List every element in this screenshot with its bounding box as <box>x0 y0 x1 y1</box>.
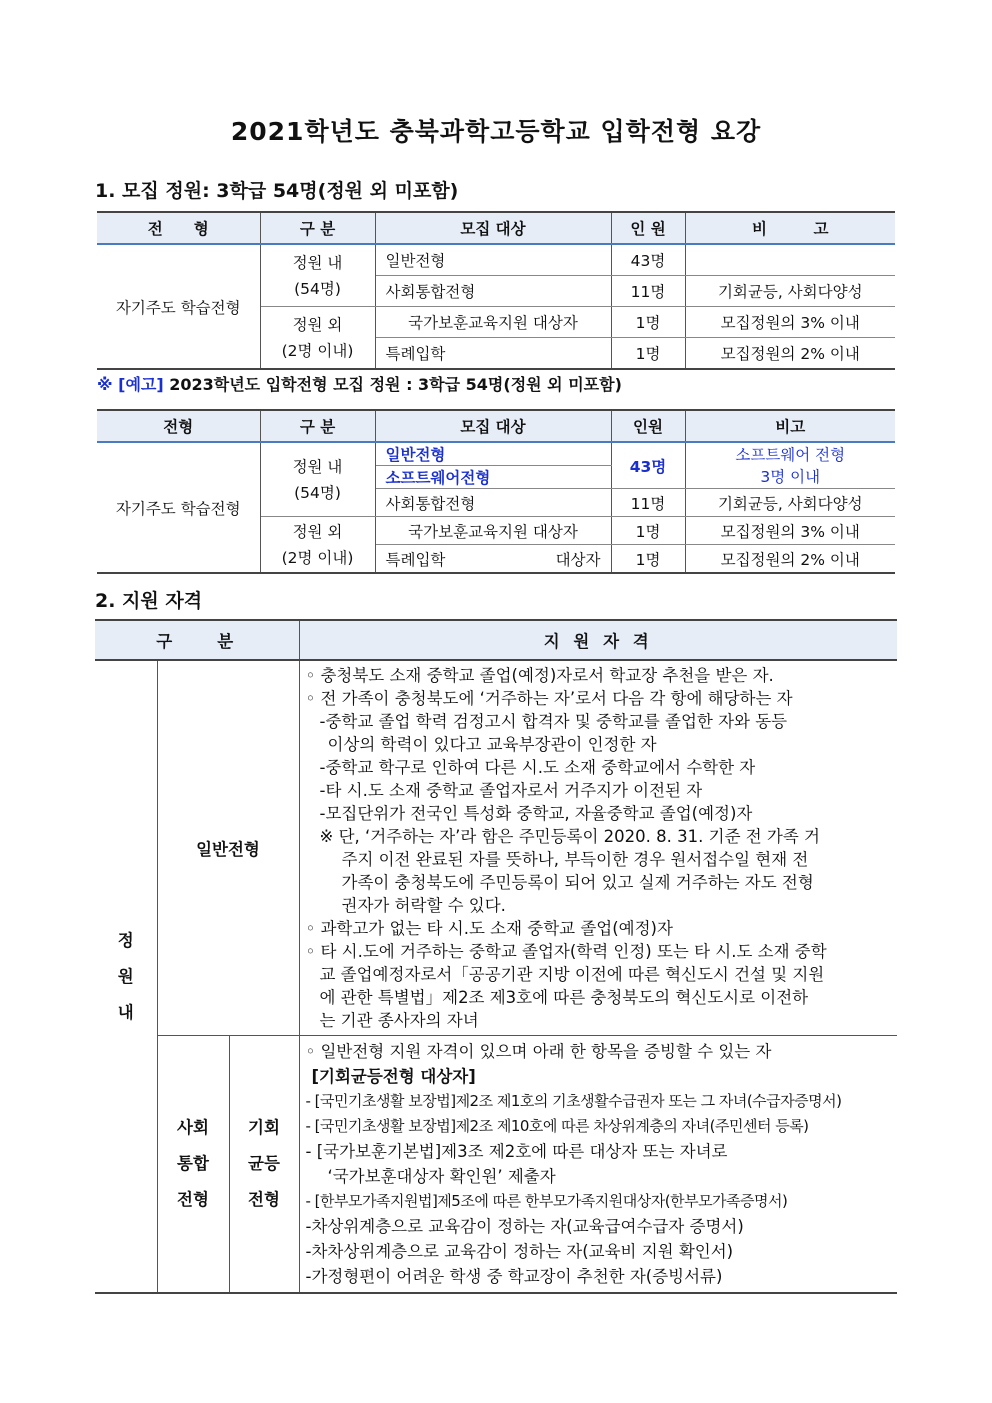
header-target: 모집 대상 <box>375 212 611 244</box>
quota-table-2023 <box>97 409 895 574</box>
note-cell: 모집정원의 3% 이내 <box>685 307 895 338</box>
header-note: 비 고 <box>685 212 895 244</box>
header-category: 구 분 <box>260 212 375 244</box>
target-veteran: 국가보훈교육지원 대상자 <box>375 517 611 545</box>
social-eligibility <box>299 1036 897 1294</box>
group-in-cell: 정원 내 (54명) <box>260 442 375 517</box>
header-category: 구 분 <box>260 410 375 442</box>
target-cell: 일반전형 <box>375 244 611 276</box>
track-cell: 자기주도 학습전형 <box>97 244 260 369</box>
list-item: 이상의 학력이 있다고 교육부장관이 인정한 자 <box>327 735 657 754</box>
count-special: 1명 <box>611 545 685 574</box>
note-general: 소프트웨어 전형 3명 이내 <box>685 442 895 489</box>
target-cell: 국가보훈교육지원 대상자 <box>375 307 611 338</box>
table-row <box>97 442 895 466</box>
note-social: 기회균등, 사회다양성 <box>685 489 895 517</box>
list-item: -차차상위계층으로 교육감이 정하는 자(교육비 지원 확인서) <box>305 1242 734 1261</box>
list-item: -중학교 졸업 학력 검정고시 합격자 및 중학교를 졸업한 자와 동등 <box>319 712 788 731</box>
list-item: ◦ 타 시.도에 거주하는 중학교 졸업자(학력 인정) 또는 타 시.도 소재 중학 <box>305 942 827 961</box>
general-label: 일반전형 <box>157 660 299 1036</box>
group-out-cell: 정원 외 (2명 이내) <box>260 307 375 370</box>
list-item: 에 관한 특별법」제2조 제3호에 따른 충청북도의 혁신도시로 이전하 <box>319 988 809 1007</box>
notice-2023 <box>97 372 622 395</box>
target-cell: 특례입학 <box>375 338 611 370</box>
general-eligibility <box>299 660 897 1036</box>
list-item: - [국가보훈기본법]제3조 제2호에 따른 대상자 또는 자녀로 <box>305 1142 728 1161</box>
table-row <box>95 1036 897 1294</box>
notice-mark: ※ [예고] <box>97 375 164 394</box>
target-special: 특례입학 대상자 <box>375 545 611 574</box>
header-track: 전형 <box>97 410 260 442</box>
note-special: 모집정원의 2% 이내 <box>685 545 895 574</box>
note-cell <box>685 244 895 276</box>
list-item: ◦ 전 가족이 충청북도에 ‘거주하는 자’로서 다음 각 항에 해당하는 자 <box>305 689 793 708</box>
section-1-heading: 1. 모집 정원: 3학급 54명(정원 외 미포함) <box>95 180 459 202</box>
list-item: ◦ 과학고가 없는 타 시.도 소재 중학교 졸업(예정)자 <box>305 919 673 938</box>
list-item: -타 시.도 소재 중학교 졸업자로서 거주지가 이전된 자 <box>319 781 703 800</box>
list-item: 는 기관 종사자의 자녀 <box>319 1011 479 1030</box>
list-item: 가족이 충청북도에 주민등록이 되어 있고 실제 거주하는 자도 전형 <box>341 873 814 892</box>
group-out-cell: 정원 외 (2명 이내) <box>260 517 375 574</box>
note-cell: 모집정원의 2% 이내 <box>685 338 895 370</box>
list-item: ※ 단, ‘거주하는 자’라 함은 주민등록이 2020. 8. 31. 기준 전 가족 거 <box>319 827 820 846</box>
count-cell: 43명 <box>611 244 685 276</box>
list-item: ‘국가보훈대상자 확인원’ 제출자 <box>327 1167 556 1186</box>
notice-text: 2023학년도 입학전형 모집 정원 : 3학급 54명(정원 외 미포함) <box>163 375 622 394</box>
header-eligibility: 지 원 자 격 <box>299 620 897 660</box>
list-item: 권자가 허락할 수 있다. <box>341 896 506 915</box>
quota-table-2021 <box>97 211 895 370</box>
track-cell: 자기주도 학습전형 <box>97 442 260 573</box>
target-cell: 사회통합전형 <box>375 276 611 307</box>
list-item: - [국민기초생활 보장법]제2조 제1호의 기초생활수급권자 또는 그 자녀(수급자증명서) <box>305 1092 842 1110</box>
equal-label: 기회 균등 전형 <box>229 1036 299 1294</box>
target-software: 소프트웨어전형 <box>375 466 611 489</box>
list-item: [기회균등전형 대상자] <box>311 1067 476 1086</box>
eligibility-table <box>95 619 897 1294</box>
list-item: 교 졸업예정자로서「공공기관 지방 이전에 따른 혁신도시 건설 및 지원 <box>319 965 825 984</box>
list-item: -모집단위가 전국인 특성화 중학교, 자율중학교 졸업(예정)자 <box>319 804 753 823</box>
count-general: 43명 <box>611 442 685 489</box>
header-category: 구 분 <box>95 620 299 660</box>
note-cell: 기회균등, 사회다양성 <box>685 276 895 307</box>
target-general: 일반전형 <box>375 442 611 466</box>
count-cell: 1명 <box>611 338 685 370</box>
count-cell: 11명 <box>611 276 685 307</box>
header-count: 인 원 <box>611 212 685 244</box>
note-veteran: 모집정원의 3% 이내 <box>685 517 895 545</box>
list-item: ◦ 충청북도 소재 중학교 졸업(예정)자로서 학교장 추천을 받은 자. <box>305 666 774 685</box>
list-item: 주지 이전 완료된 자를 뜻하나, 부득이한 경우 원서접수일 현재 전 <box>341 850 809 869</box>
table-header-row <box>97 212 895 244</box>
table-header-row <box>97 410 895 442</box>
list-item: ◦ 일반전형 지원 자격이 있으며 아래 한 항목을 증빙할 수 있는 자 <box>305 1042 772 1061</box>
header-count: 인원 <box>611 410 685 442</box>
list-item: -차상위계층으로 교육감이 정하는 자(교육급여수급자 증명서) <box>305 1217 744 1236</box>
table-row <box>97 244 895 276</box>
header-target: 모집 대상 <box>375 410 611 442</box>
header-note: 비고 <box>685 410 895 442</box>
table-row <box>95 660 897 1036</box>
list-item: -중학교 학구로 인하여 다른 시.도 소재 중학교에서 수학한 자 <box>319 758 756 777</box>
list-item: -가정형편이 어려운 학생 중 학교장이 추천한 자(증빙서류) <box>305 1267 723 1286</box>
social-label: 사회 통합 전형 <box>157 1036 229 1294</box>
section-2-heading: 2. 지원 자격 <box>95 590 203 612</box>
group-in-cell: 정원 내 (54명) <box>260 244 375 307</box>
list-item: - [국민기초생활 보장법]제2조 제10호에 따른 차상위계층의 자녀(주민센터 등록) <box>305 1117 809 1135</box>
count-veteran: 1명 <box>611 517 685 545</box>
table-header-row <box>95 620 897 660</box>
quota-label: 정 원 내 <box>95 660 157 1293</box>
target-social: 사회통합전형 <box>375 489 611 517</box>
page-title: 2021학년도 충북과학고등학교 입학전형 요강 <box>230 117 762 146</box>
count-social: 11명 <box>611 489 685 517</box>
list-item: - [한부모가족지원법]제5조에 따른 한부모가족지원대상자(한부모가족증명서) <box>305 1192 788 1210</box>
count-cell: 1명 <box>611 307 685 338</box>
header-track: 전 형 <box>97 212 260 244</box>
